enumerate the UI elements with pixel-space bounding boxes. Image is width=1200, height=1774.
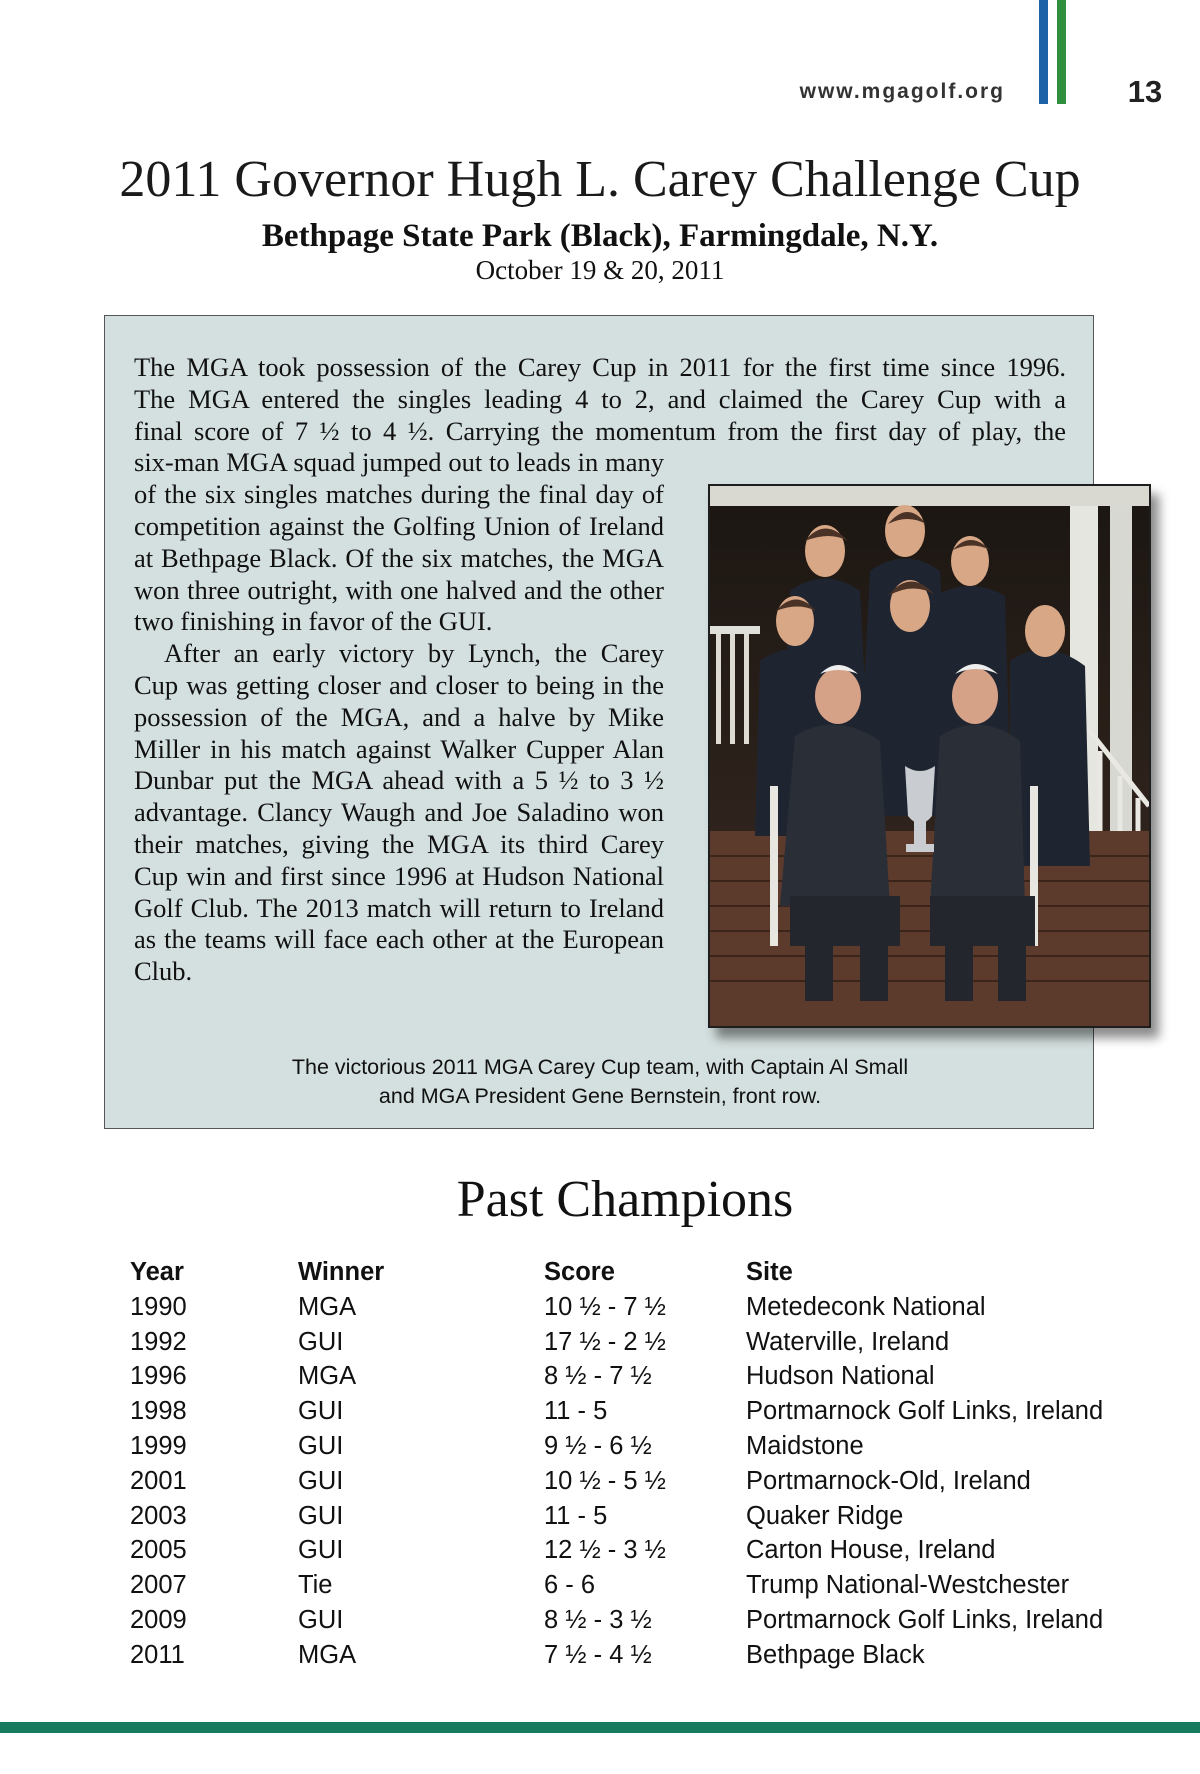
cell-winner: GUI <box>298 1432 344 1461</box>
cell-score: 8 ½ - 3 ½ <box>544 1606 652 1635</box>
header-stripe-blue <box>1039 0 1048 104</box>
cell-year: 2009 <box>130 1606 187 1635</box>
table-row <box>130 1394 1130 1429</box>
cell-year: 1990 <box>130 1292 187 1321</box>
cell-score: 9 ½ - 6 ½ <box>544 1432 652 1461</box>
column-header-score: Score <box>544 1258 615 1286</box>
table-row <box>130 1464 1130 1499</box>
story-line: The MGA entered the singles leading 4 to 2, and claimed the Carey Cup with a <box>134 383 1066 414</box>
table-row <box>130 1603 1130 1638</box>
table-header-row <box>130 1255 1130 1290</box>
article-title: 2011 Governor Hugh L. Carey Challenge Cup <box>119 151 1081 208</box>
cell-winner: GUI <box>298 1327 344 1356</box>
cell-year: 2005 <box>130 1536 187 1565</box>
cell-site: Maidstone <box>746 1432 864 1461</box>
header-stripe-green <box>1057 0 1066 104</box>
past-champions-rows <box>130 1290 1130 1673</box>
cell-year: 2003 <box>130 1501 187 1530</box>
story-line: The MGA took possession of the Carey Cup in 2011 for the first time since 1996. <box>134 352 1066 382</box>
cell-winner: GUI <box>298 1501 344 1530</box>
cell-site: Bethpage Black <box>746 1640 925 1669</box>
page-number: 13 <box>1127 74 1163 109</box>
cell-score: 11 - 5 <box>544 1501 608 1530</box>
cell-score: 7 ½ - 4 ½ <box>544 1640 652 1669</box>
photo-caption-line: The victorious 2011 MGA Carey Cup team, with Captain Al Small <box>291 1055 909 1079</box>
cell-score: 6 - 6 <box>544 1571 596 1600</box>
table-row <box>130 1290 1130 1325</box>
cell-winner: GUI <box>298 1466 344 1495</box>
cell-site: Portmarnock Golf Links, Ireland <box>746 1606 1104 1635</box>
table-row <box>130 1568 1130 1603</box>
cell-year: 2011 <box>130 1640 185 1669</box>
team-photo <box>708 484 1151 1028</box>
cell-site: Waterville, Ireland <box>746 1327 950 1356</box>
table-row <box>130 1360 1130 1395</box>
article-venue: Bethpage State Park (Black), Farmingdale, N.Y. <box>261 218 939 254</box>
cell-winner: MGA <box>298 1640 357 1669</box>
cell-site: Hudson National <box>746 1362 935 1391</box>
cell-score: 11 - 5 <box>544 1397 608 1426</box>
cell-site: Carton House, Ireland <box>746 1536 996 1565</box>
past-champions-table <box>130 1255 1130 1673</box>
column-header-site: Site <box>746 1258 793 1286</box>
table-row <box>130 1325 1130 1360</box>
cell-site: Metedeconk National <box>746 1292 986 1321</box>
cell-winner: GUI <box>298 1606 344 1635</box>
cell-year: 1998 <box>130 1397 187 1426</box>
table-row <box>130 1499 1130 1534</box>
cell-year: 1999 <box>130 1432 187 1461</box>
cell-year: 2001 <box>130 1466 187 1495</box>
site-url[interactable]: www.mgagolf.org <box>799 80 1005 103</box>
photo-caption <box>134 1053 1066 1111</box>
cell-winner: GUI <box>298 1397 344 1426</box>
cell-year: 2007 <box>130 1571 187 1600</box>
team-photo-image <box>710 486 1149 1026</box>
cell-site: Trump National-Westchester <box>746 1571 1070 1600</box>
cell-score: 8 ½ - 7 ½ <box>544 1362 652 1391</box>
story-line: final score of 7 ½ to 4 ½. Carrying the momentum from the first day of play, the <box>134 415 1066 446</box>
cell-winner: GUI <box>298 1536 344 1565</box>
cell-site: Portmarnock Golf Links, Ireland <box>746 1397 1104 1426</box>
table-row <box>130 1429 1130 1464</box>
column-header-year: Year <box>130 1258 184 1286</box>
cell-site: Portmarnock-Old, Ireland <box>746 1466 1031 1495</box>
cell-score: 17 ½ - 2 ½ <box>544 1327 666 1356</box>
cell-site: Quaker Ridge <box>746 1501 904 1530</box>
footer-bar <box>0 1722 1200 1733</box>
table-row <box>130 1534 1130 1569</box>
cell-year: 1996 <box>130 1362 187 1391</box>
cell-year: 1992 <box>130 1327 187 1356</box>
table-row <box>130 1638 1130 1673</box>
cell-winner: Tie <box>298 1571 333 1600</box>
cell-score: 10 ½ - 7 ½ <box>544 1292 666 1321</box>
cell-winner: MGA <box>298 1292 357 1321</box>
column-header-winner: Winner <box>298 1258 385 1286</box>
photo-caption-line: and MGA President Gene Bernstein, front row. <box>378 1084 822 1108</box>
article-dates: October 19 & 20, 2011 <box>475 255 725 285</box>
cell-winner: MGA <box>298 1362 357 1391</box>
past-champions-title: Past Champions <box>456 1171 794 1228</box>
story-paragraph-1: six-man MGA squad jumped out to leads in many of the six singles matches during the final day of competition against the Golfing Union of Ireland at Bethpage Black. Of the six matches, the MGA won three outright, with one halved and the other two finishing in favor of the GUI. <box>134 447 664 637</box>
cell-score: 10 ½ - 5 ½ <box>544 1466 666 1495</box>
cell-score: 12 ½ - 3 ½ <box>544 1536 666 1565</box>
story-paragraph-2: After an early victory by Lynch, the Carey Cup was getting closer and closer to being in the possession of the MGA, and a halve by Mike Miller in his match against Walker Cupper Alan Dunbar put the MGA ahead with a 5 ½ to 3 ½ advantage. Clancy Waugh and Joe Saladino won their matches, giving the MGA its third Carey Cup win and first since 1996 at Hudson National Golf Club. The 2013 match will return to Ireland as the teams will face each other at the European Club. <box>134 638 664 987</box>
